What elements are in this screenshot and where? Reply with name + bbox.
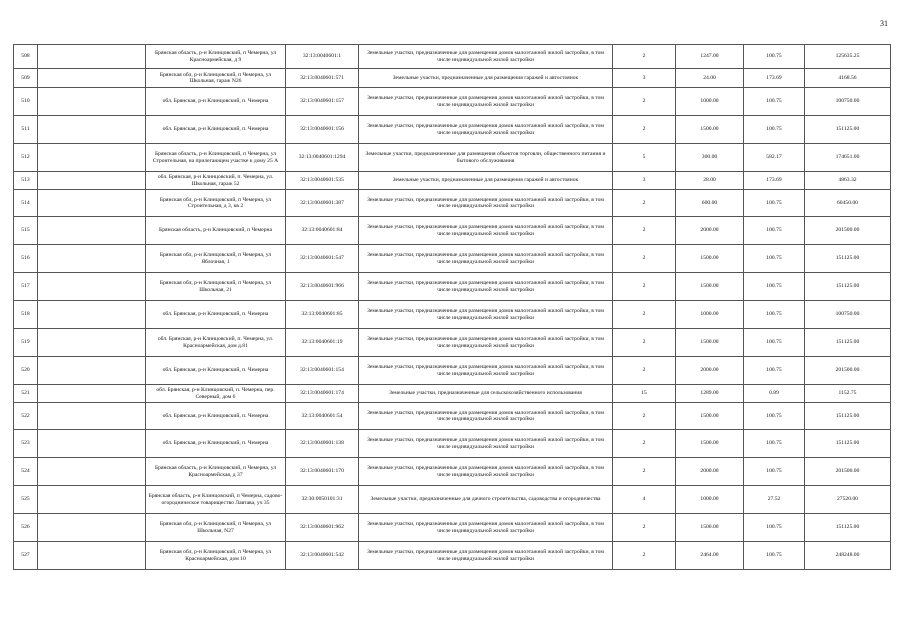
rate-cell: 100.75 [744,45,805,69]
table-row [14,514,891,542]
table-row [14,69,891,88]
category-cell: 2 [613,458,676,486]
area-cell: 1500.00 [676,403,744,430]
address-cell: Брянская обл, р-н Клинцовский, п Чемерна, ул Школьная, N27 [146,514,286,542]
category-cell: 2 [613,357,676,385]
table-body [14,45,891,570]
table-row [14,430,891,458]
category-cell: 2 [613,542,676,570]
category-cell: 2 [613,45,676,69]
row-number: 515 [14,217,38,245]
blank-cell [38,403,146,430]
address-cell: обл. Брянская, р-н Клинцовский, п. Чемерна [146,88,286,116]
cadastral-number-cell: 32:13:0040601:19 [286,329,359,357]
rate-cell: 100.75 [744,301,805,329]
area-cell: 300.00 [676,144,744,172]
address-cell: Брянская область, р-н Клинцовский, п Чемерна [146,217,286,245]
land-use-cell: Земельные участки, предназначенные для дачного строительства, садоводства и огородничества [359,486,613,514]
address-cell: Брянская область, р-н Клинцовский, п Чемерна, ул Красноармейская, д 9 [146,45,286,69]
rate-cell: 173.69 [744,172,805,190]
land-use-cell: Земельные участки, предназначенные для размещения домов малоэтажной жилой застройки, в том числе индивидуальной жилой застройки [359,458,613,486]
address-cell: Брянская область, р-н Клинцовский, п Чемерна, ул Красноармейская, д 37 [146,458,286,486]
area-cell: 1500.00 [676,116,744,144]
blank-cell [38,144,146,172]
address-cell: обл. Брянская, р-н Клинцовский, п. Чемерна [146,116,286,144]
table-row [14,88,891,116]
cadastral-value-cell: 248248.00 [805,542,891,570]
area-cell: 1500.00 [676,329,744,357]
blank-cell [38,357,146,385]
address-cell: обл. Брянская, р-н Клинцовский, п. Чемерна, ул. Школьная, гараж 52 [146,172,286,190]
land-use-cell: Земельные участки, предназначенные для размещения домов малоэтажной жилой застройки, в том числе индивидуальной жилой застройки [359,403,613,430]
address-cell: Брянская обл, р-н Клинцовский, п Чемерна, ул Красноармейская, дом 10 [146,542,286,570]
row-number: 509 [14,69,38,88]
area-cell: 28.00 [676,172,744,190]
land-use-cell: Земельные участки, предназначенные для размещения домов малоэтажной жилой застройки, в том числе индивидуальной жилой застройки [359,245,613,273]
category-cell: 2 [613,301,676,329]
table-row [14,273,891,301]
row-number: 514 [14,190,38,217]
category-cell: 5 [613,144,676,172]
table-row [14,245,891,273]
address-cell: обл. Брянская, р-н Клинцовский, п. Чемерна [146,403,286,430]
cadastral-value-cell: 27520.00 [805,486,891,514]
rate-cell: 0.89 [744,385,805,403]
row-number: 524 [14,458,38,486]
table-row [14,45,891,69]
address-cell: Брянская обл, р-н Клинцовский, п Чемерна, ул Школьная, гараж N26 [146,69,286,88]
category-cell: 2 [613,273,676,301]
cadastral-value-cell: 60450.00 [805,190,891,217]
blank-cell [38,385,146,403]
row-number: 511 [14,116,38,144]
cadastral-number-cell: 32:13:0040601:966 [286,273,359,301]
category-cell: 2 [613,88,676,116]
blank-cell [38,172,146,190]
blank-cell [38,217,146,245]
category-cell: 2 [613,245,676,273]
address-cell: обл. Брянская, р-н Клинцовский, п. Чемерна [146,357,286,385]
rate-cell: 100.75 [744,357,805,385]
rate-cell: 100.75 [744,245,805,273]
address-cell: обл. Брянская, р-н Клинцовский, п. Чемерна, пер. Северный, дом 6 [146,385,286,403]
category-cell: 3 [613,172,676,190]
row-number: 512 [14,144,38,172]
blank-cell [38,301,146,329]
area-cell: 2000.00 [676,357,744,385]
table-row [14,190,891,217]
blank-cell [38,329,146,357]
blank-cell [38,88,146,116]
rate-cell: 100.75 [744,329,805,357]
cadastral-value-cell: 151125.00 [805,403,891,430]
address-cell: Брянская область, р-н Клинцовский, п Чемерна, ул Строительная, на прилегающем участке к дому 25 А [146,144,286,172]
land-use-cell: Земельные участки, предназначенные для размещения домов малоэтажной жилой застройки, в том числе индивидуальной жилой застройки [359,357,613,385]
table-row [14,329,891,357]
row-number: 518 [14,301,38,329]
cadastral-value-cell: 151125.00 [805,245,891,273]
rate-cell: 100.75 [744,458,805,486]
area-cell: 1500.00 [676,273,744,301]
cadastral-value-cell: 174651.00 [805,144,891,172]
area-cell: 1289.00 [676,385,744,403]
area-cell: 600.00 [676,190,744,217]
row-number: 513 [14,172,38,190]
cadastral-value-cell: 1152.75 [805,385,891,403]
page-number: 31 [880,19,888,28]
cadastral-number-cell: 32:13:0040601:547 [286,245,359,273]
cadastral-number-cell: 32:13:0040601:138 [286,430,359,458]
cadastral-number-cell: 32:13:0040601:1294 [286,144,359,172]
land-use-cell: Земельные участки, предназначенные для размещения домов малоэтажной жилой застройки, в том числе индивидуальной жилой застройки [359,116,613,144]
cadastral-value-cell: 201500.00 [805,217,891,245]
table-row [14,385,891,403]
row-number: 519 [14,329,38,357]
land-use-cell: Земельные участки, предназначенные для размещения объектов торговли, общественного питания и бытового обслуживания [359,144,613,172]
address-cell: обл. Брянская, р-н Клинцовский, п. Чемерна [146,430,286,458]
rate-cell: 100.75 [744,190,805,217]
table-row [14,486,891,514]
area-cell: 24.00 [676,69,744,88]
area-cell: 1500.00 [676,514,744,542]
rate-cell: 27.52 [744,486,805,514]
category-cell: 2 [613,217,676,245]
blank-cell [38,69,146,88]
address-cell: Брянская обл, р-н Клинцовский, п Чемерна, ул Школьная, 21 [146,273,286,301]
cadastral-number-cell: 32:13:0040601:542 [286,542,359,570]
land-use-cell: Земельные участки, предназначенные для размещения домов малоэтажной жилой застройки, в том числе индивидуальной жилой застройки [359,217,613,245]
address-cell: Брянская область, р-н Клинцовский, п Чемерна, садово- огородническое товарищество Лавтава, уч 35 [146,486,286,514]
land-use-cell: Земельные участки, предназначенные для размещения домов малоэтажной жилой застройки, в том числе индивидуальной жилой застройки [359,273,613,301]
table-row [14,116,891,144]
blank-cell [38,116,146,144]
land-use-cell: Земельные участки, предназначенные для размещения домов малоэтажной жилой застройки, в том числе индивидуальной жилой застройки [359,190,613,217]
row-number: 508 [14,45,38,69]
row-number: 523 [14,430,38,458]
row-number: 527 [14,542,38,570]
table-row [14,217,891,245]
category-cell: 2 [613,190,676,217]
row-number: 516 [14,245,38,273]
address-cell: обл. Брянская, р-н Клинцовский, п. Чемерна [146,301,286,329]
category-cell: 2 [613,116,676,144]
area-cell: 2464.00 [676,542,744,570]
cadastral-value-cell: 4863.32 [805,172,891,190]
land-use-cell: Земельные участки, предназначенные для размещения домов малоэтажной жилой застройки, в том числе индивидуальной жилой застройки [359,88,613,116]
cadastral-number-cell: 32:13:0040601:535 [286,172,359,190]
cadastral-value-cell: 100750.00 [805,301,891,329]
address-cell: Брянская обл, р-н Клинцовский, п Чемерна, ул Яблочная, 1 [146,245,286,273]
blank-cell [38,273,146,301]
category-cell: 2 [613,514,676,542]
row-number: 520 [14,357,38,385]
land-use-cell: Земельные участки, предназначенные для размещения домов малоэтажной жилой застройки, в том числе индивидуальной жилой застройки [359,301,613,329]
cadastral-number-cell: 32:30:0050101:31 [286,486,359,514]
cadastral-number-cell: 32:13:0040601:85 [286,301,359,329]
table-row [14,301,891,329]
cadastral-value-cell: 151125.00 [805,514,891,542]
area-cell: 1000.00 [676,301,744,329]
category-cell: 2 [613,430,676,458]
address-cell: обл. Брянская, р-н Клинцовский, п. Чемерна, ул. Красноармейская, дом д.81 [146,329,286,357]
rate-cell: 100.75 [744,88,805,116]
category-cell: 2 [613,403,676,430]
blank-cell [38,514,146,542]
area-cell: 1500.00 [676,245,744,273]
address-cell: Брянская обл, р-н Клинцовский, п Чемерна, ул Строительная, д 3, кв 2 [146,190,286,217]
category-cell: 4 [613,486,676,514]
cadastral-number-cell: 32:13:0040601:154 [286,357,359,385]
cadastral-value-cell: 151125.00 [805,430,891,458]
cadastral-value-cell: 201500.00 [805,357,891,385]
cadastral-value-cell: 201500.00 [805,458,891,486]
cadastral-number-cell: 32:13:0040601:387 [286,190,359,217]
row-number: 517 [14,273,38,301]
blank-cell [38,245,146,273]
cadastral-number-cell: 32:13:0040601:156 [286,116,359,144]
area-cell: 1500.00 [676,430,744,458]
table-row [14,172,891,190]
land-use-cell: Земельные участки, предназначенные для сельскохозяйственного использования [359,385,613,403]
land-use-cell: Земельные участки, предназначенные для размещения домов малоэтажной жилой застройки, в том числе индивидуальной жилой застройки [359,514,613,542]
cadastral-value-cell: 151125.00 [805,273,891,301]
cadastral-number-cell: 32:13:0040601:1 [286,45,359,69]
table-row [14,542,891,570]
table-row [14,144,891,172]
row-number: 510 [14,88,38,116]
cadastral-number-cell: 32:13:0040601:962 [286,514,359,542]
land-use-cell: Земельные участки, предназначенные для размещения гаражей и автостоянок [359,69,613,88]
area-cell: 1000.00 [676,486,744,514]
rate-cell: 100.75 [744,116,805,144]
rate-cell: 100.75 [744,514,805,542]
row-number: 525 [14,486,38,514]
cadastral-number-cell: 32:13:0040601:54 [286,403,359,430]
land-use-cell: Земельные участки, предназначенные для размещения домов малоэтажной жилой застройки, в том числе индивидуальной жилой застройки [359,329,613,357]
rate-cell: 100.75 [744,403,805,430]
land-use-cell: Земельные участки, предназначенные для размещения домов малоэтажной жилой застройки, в том числе индивидуальной жилой застройки [359,430,613,458]
cadastral-value-cell: 151125.00 [805,329,891,357]
cadastral-value-cell: 125635.25 [805,45,891,69]
cadastral-value-cell: 151125.00 [805,116,891,144]
rate-cell: 100.75 [744,273,805,301]
cadastral-value-cell: 4168.56 [805,69,891,88]
row-number: 526 [14,514,38,542]
rate-cell: 100.75 [744,542,805,570]
land-use-cell: Земельные участки, предназначенные для размещения домов малоэтажной жилой застройки, в том числе индивидуальной жилой застройки [359,45,613,69]
rate-cell: 100.75 [744,430,805,458]
category-cell: 3 [613,69,676,88]
row-number: 521 [14,385,38,403]
land-plot-table [13,44,891,570]
rate-cell: 100.75 [744,217,805,245]
category-cell: 2 [613,329,676,357]
rate-cell: 582.17 [744,144,805,172]
area-cell: 1247.00 [676,45,744,69]
blank-cell [38,45,146,69]
area-cell: 2000.00 [676,217,744,245]
table-row [14,403,891,430]
cadastral-number-cell: 32:13:0040601:174 [286,385,359,403]
blank-cell [38,190,146,217]
area-cell: 2000.00 [676,458,744,486]
cadastral-number-cell: 32:13:0040601:157 [286,88,359,116]
table-row [14,357,891,385]
land-use-cell: Земельные участки, предназначенные для размещения гаражей и автостоянок [359,172,613,190]
cadastral-value-cell: 100750.00 [805,88,891,116]
row-number: 522 [14,403,38,430]
blank-cell [38,542,146,570]
cadastral-number-cell: 32:13:0040601:170 [286,458,359,486]
cadastral-number-cell: 32:13:0040601:571 [286,69,359,88]
rate-cell: 173.69 [744,69,805,88]
blank-cell [38,486,146,514]
blank-cell [38,430,146,458]
area-cell: 1000.00 [676,88,744,116]
cadastral-number-cell: 32:13:0040601:84 [286,217,359,245]
blank-cell [38,458,146,486]
table-row [14,458,891,486]
land-use-cell: Земельные участки, предназначенные для размещения домов малоэтажной жилой застройки, в том числе индивидуальной жилой застройки [359,542,613,570]
category-cell: 15 [613,385,676,403]
